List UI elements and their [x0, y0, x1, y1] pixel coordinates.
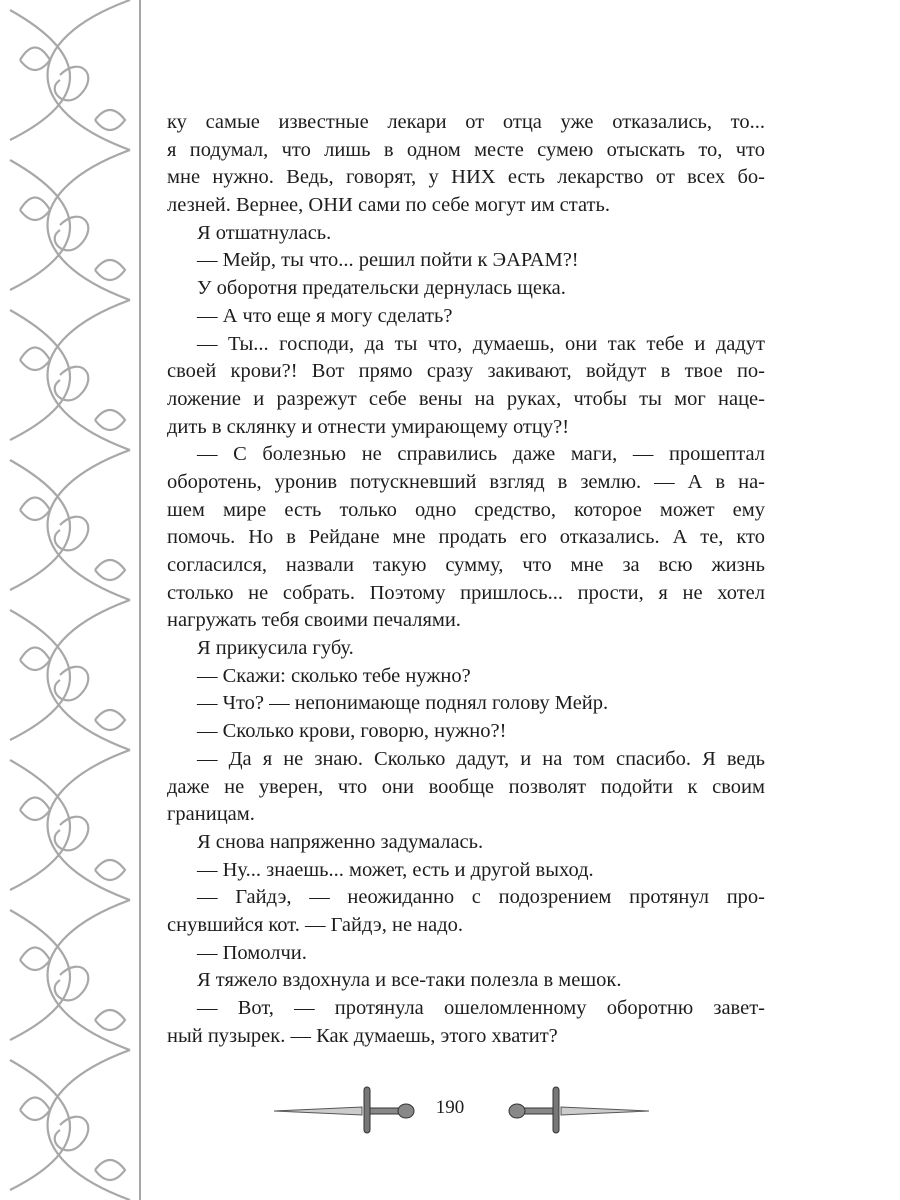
- text-line: У оборотня предательски дернулась щека.: [197, 277, 566, 300]
- text-line: Я отшатнулась.: [197, 221, 332, 244]
- ornament-leaf: [20, 198, 125, 281]
- text-line: согласился, назвали такую сумму, что мне за всю жизнь: [167, 554, 765, 576]
- text-line: — Да я не знаю. Сколько дадут, и на том спасибо. Я ведь: [197, 747, 765, 770]
- ornament-leaf: [20, 948, 125, 1031]
- ornament-swirl: [10, 0, 130, 150]
- text-line: — Скажи: сколько тебе нужно?: [197, 664, 471, 687]
- ornament-swirl: [10, 600, 130, 750]
- text-line: Я тяжело вздохнула и все-таки полезла в мешок.: [197, 969, 622, 992]
- text-line: — Помолчи.: [197, 941, 307, 964]
- text-line: Я прикусила губу.: [197, 637, 354, 660]
- ornament-swirl: [10, 300, 130, 450]
- text-line: границам.: [167, 803, 255, 826]
- ornament-leaf: [20, 48, 125, 131]
- text-line: — Вот, — протянула ошеломленному оборотню завет-: [197, 997, 765, 1019]
- ornament-swirl: [10, 150, 130, 300]
- text-line: столько не собрать. Поэтому пришлось... прости, я не хотел: [167, 581, 765, 604]
- text-line: — Ты... господи, да ты что, думаешь, они так тебе и дадут: [197, 332, 765, 355]
- text-line: ку самые известные лекари от отца уже отказались, то...: [167, 111, 765, 133]
- text-line: ложение и разрежут себе вены на руках, чтобы ты мог наце-: [167, 387, 765, 410]
- text-line: — Ну... знаешь... может, есть и другой выход.: [197, 858, 594, 881]
- text-line: — Гайдэ, — неожиданно с подозрением протянул про-: [197, 886, 765, 909]
- text-line: помочь. Но в Рейдане мне продать его отказались. А те, кто: [167, 526, 765, 549]
- text-line: ный пузырек. — Как думаешь, этого хватит?: [167, 1024, 558, 1047]
- ornament-leaf: [20, 348, 125, 431]
- ornament-leaf: [20, 798, 125, 881]
- dagger-right-icon: [505, 1085, 651, 1135]
- text-line: — Мейр, ты что... решил пойти к ЭАРАМ?!: [197, 249, 579, 272]
- text-line: — Сколько крови, говорю, нужно?!: [197, 720, 507, 743]
- page-number: 190: [435, 1097, 465, 1118]
- ornament-swirl: [10, 750, 130, 900]
- text-line: нагружать тебя своими печалями.: [167, 609, 461, 632]
- ornament-leaf: [20, 498, 125, 581]
- dagger-left-icon: [272, 1085, 418, 1135]
- text-line: — А что еще я могу сделать?: [197, 304, 453, 327]
- ornament-leaf: [20, 648, 125, 731]
- text-line: даже не уверен, что они вообще позволят подойти к своим: [167, 775, 765, 798]
- text-line: Я снова напряженно задумалась.: [197, 830, 484, 853]
- page-footer: [0, 1085, 900, 1135]
- ornament-swirl: [10, 900, 130, 1050]
- ornament-swirl: [10, 450, 130, 600]
- text-line: шем мире есть только одно средство, которое может ему: [167, 498, 765, 521]
- text-line: дить в склянку и отнести умирающему отцу?!: [167, 415, 570, 438]
- text-line: лезней. Вернее, ОНИ сами по себе могут им стать.: [167, 194, 610, 217]
- text-line: оборотень, уронив потускневший взгляд в землю. — А в на-: [167, 470, 765, 493]
- text-line: я подумал, что лишь в одном месте сумею отыскать то, что: [167, 138, 765, 161]
- text-line: снувшийся кот. — Гайдэ, не надо.: [167, 913, 464, 936]
- text-line: — С болезнью не справились даже маги, — прошептал: [197, 443, 765, 466]
- text-line: своей крови?! Вот прямо сразу закивают, войдут в твое по-: [167, 360, 765, 383]
- text-line: — Что? — непонимающе поднял голову Мейр.: [197, 692, 609, 715]
- body-text: [167, 109, 765, 1050]
- text-line: мне нужно. Ведь, говорят, у НИХ есть лекарство от всех бо-: [167, 166, 765, 189]
- floral-ornament-border: [0, 0, 142, 1200]
